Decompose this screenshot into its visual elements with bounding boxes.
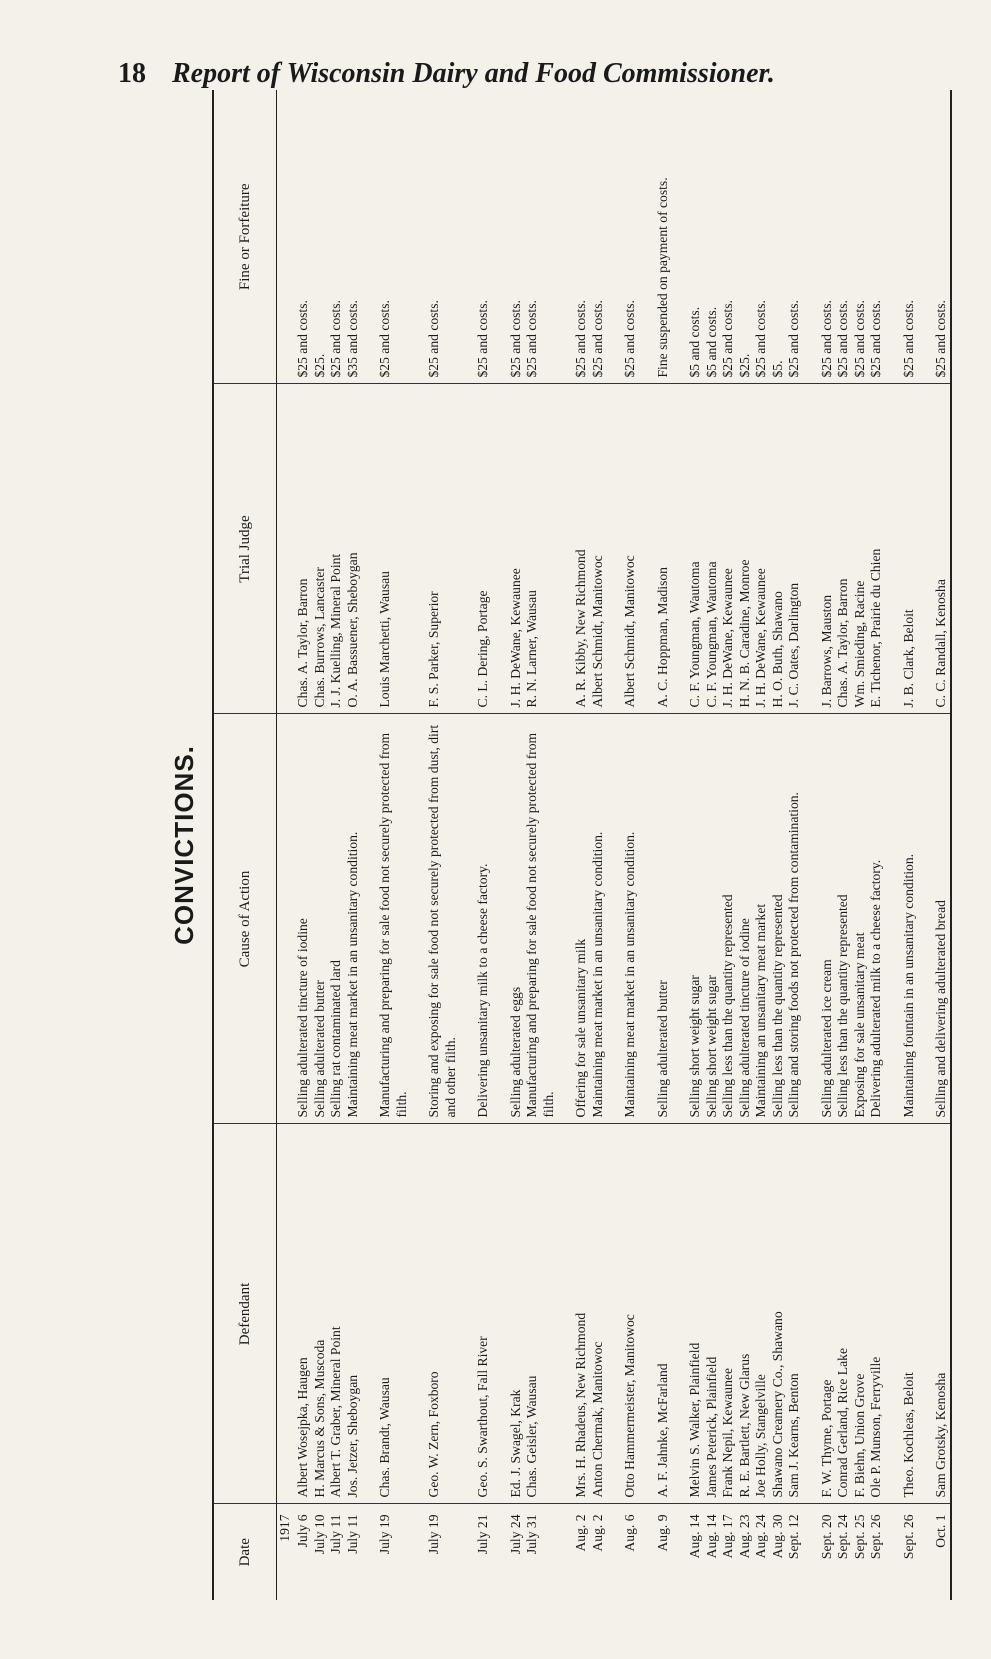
- cell-fine: $25 and costs.: [835, 90, 852, 384]
- table-row: [345, 90, 362, 1600]
- table-row: [377, 90, 410, 1600]
- cell-cause: Selling adulterated tincture of iodine: [295, 714, 312, 1124]
- cell-fine: $25.: [312, 90, 329, 384]
- cell-date: July 19: [377, 1514, 392, 1555]
- cell-cause: Selling short weight sugar: [704, 714, 721, 1124]
- cell-fine: $25.: [737, 90, 754, 384]
- cell-date: July 19: [426, 1514, 441, 1555]
- table-row: [622, 90, 639, 1600]
- cell-fine: $25 and costs.: [328, 90, 345, 384]
- table-row: [933, 90, 951, 1600]
- cell-defendant: Shawano Creamery Co., Shawano: [770, 1124, 787, 1504]
- cell-fine: $25 and costs.: [868, 90, 885, 384]
- cell-date: Aug. 24: [753, 1514, 768, 1559]
- cell-defendant: Theo. Kochleas, Beloit: [901, 1124, 918, 1504]
- cell-defendant: Geo. S. Swarthout, Fall River: [475, 1124, 492, 1504]
- cell-fine: $25 and costs.: [590, 90, 607, 384]
- table-row: [704, 90, 721, 1600]
- cell-defendant: F. Biehn, Union Grove: [852, 1124, 869, 1504]
- cell-cause: Selling short weight sugar: [687, 714, 704, 1124]
- cell-date: Aug. 6: [622, 1514, 637, 1552]
- cell-defendant: Albert T. Graber, Mineral Point: [328, 1124, 345, 1504]
- table-row: [852, 90, 869, 1600]
- group-spacer: [361, 90, 377, 1600]
- cell-date: Sept. 24: [835, 1514, 850, 1560]
- table-row: [295, 90, 312, 1600]
- group-spacer: [671, 90, 687, 1600]
- cell-judge: Chas. Burrows, Lancaster: [312, 384, 329, 714]
- cell-fine: $25 and costs.: [377, 90, 410, 384]
- table-row: [508, 90, 525, 1600]
- cell-judge: C. C. Randall, Kenosha: [933, 384, 951, 714]
- cell-fine: $25 and costs.: [720, 90, 737, 384]
- cell-judge: C. F. Youngman, Wautoma: [704, 384, 721, 714]
- table-row: [590, 90, 607, 1600]
- cell-defendant: Conrad Gerland, Rice Lake: [835, 1124, 852, 1504]
- cell-judge: J. B. Clark, Beloit: [901, 384, 918, 714]
- cell-fine: $25 and costs.: [852, 90, 869, 384]
- cell-judge: Albert Schmidt, Manitowoc: [622, 384, 639, 714]
- running-title: Report of Wisconsin Dairy and Food Commissioner.: [172, 58, 775, 89]
- cell-defendant: Geo. W. Zern, Foxboro: [426, 1124, 459, 1504]
- cell-cause: Selling adulterated ice cream: [819, 714, 836, 1124]
- cell-date: Sept. 26: [868, 1514, 883, 1560]
- column-header-fine: Fine or Forfeiture: [213, 90, 277, 384]
- cell-cause: Maintaining meat market in an unsanitary condition.: [345, 714, 362, 1124]
- group-spacer: [917, 90, 933, 1600]
- table-row: [770, 90, 787, 1600]
- table-body: [277, 90, 951, 1600]
- cell-date: Oct. 1: [933, 1514, 948, 1548]
- table-row: [720, 90, 737, 1600]
- cell-defendant: Mrs. H. Rhadeus, New Richmond: [573, 1124, 590, 1504]
- table-row: [475, 90, 492, 1600]
- cell-defendant: Melvin S. Walker, Plainfield: [687, 1124, 704, 1504]
- year-row: [277, 90, 296, 1600]
- table-row: [573, 90, 590, 1600]
- cell-cause: Selling and storing foods not protected from contamination.: [786, 714, 803, 1124]
- cell-cause: Selling less than the quantity represented: [835, 714, 852, 1124]
- cell-defendant: Joe Holly, Stangelville: [753, 1124, 770, 1504]
- table-row: [426, 90, 459, 1600]
- column-header-cause: Cause of Action: [213, 714, 277, 1124]
- group-spacer: [492, 90, 508, 1600]
- cell-fine: $25 and costs.: [524, 90, 557, 384]
- cell-date: Aug. 9: [654, 1514, 670, 1552]
- cell-date: Sept. 26: [900, 1514, 916, 1560]
- table-row: [868, 90, 885, 1600]
- cell-defendant: Chas. Geisler, Wausau: [524, 1124, 557, 1504]
- cell-cause: Maintaining meat market in an unsanitary condition.: [622, 714, 639, 1124]
- rotated-table-region: [160, 90, 960, 1600]
- cell-fine: $5 and costs.: [704, 90, 721, 384]
- cell-judge: Albert Schmidt, Manitowoc: [590, 384, 607, 714]
- cell-cause: Selling less than the quantity represented: [720, 714, 737, 1124]
- cell-fine: $25 and costs.: [573, 90, 590, 384]
- cell-defendant: Otto Hammermeister, Manitowoc: [622, 1124, 639, 1504]
- cell-defendant: Albert Wosejpka, Haugen: [295, 1124, 312, 1504]
- column-header-judge: Trial Judge: [213, 384, 277, 714]
- cell-judge: Louis Marchetti, Wausau: [377, 384, 410, 714]
- cell-judge: Wm. Smieding, Racine: [852, 384, 869, 714]
- cell-cause: Maintaining fountain in an unsanitary condition.: [901, 714, 918, 1124]
- cell-defendant: James Peterick, Plainfield: [704, 1124, 721, 1504]
- cell-fine: $25 and costs.: [819, 90, 836, 384]
- cell-defendant: Sam J. Kearns, Benton: [786, 1124, 803, 1504]
- cell-cause: Storing and exposing for sale food not securely protected from dust, dirt and other filth.: [426, 714, 459, 1124]
- group-spacer: [885, 90, 901, 1600]
- cell-cause: Manufacturing and preparing for sale food not securely protected from filth.: [524, 714, 557, 1124]
- cell-cause: Manufacturing and preparing for sale food not securely protected from filth.: [377, 714, 410, 1124]
- cell-date: Aug. 2: [589, 1514, 605, 1552]
- table-row: [753, 90, 770, 1600]
- cell-judge: E. Tichenor, Prairie du Chien: [868, 384, 885, 714]
- cell-fine: $25 and costs.: [475, 90, 492, 384]
- cell-judge: J. Barrows, Mauston: [819, 384, 836, 714]
- table-row: [687, 90, 704, 1600]
- cell-judge: O. A. Bassuener, Sheboygan: [345, 384, 362, 714]
- cell-defendant: Anton Chermak, Manitowoc: [590, 1124, 607, 1504]
- cell-defendant: Ole P. Munson, Ferryville: [868, 1124, 885, 1504]
- table-row: [328, 90, 345, 1600]
- cell-judge: J. H. DeWane, Kewaunee: [720, 384, 737, 714]
- cell-defendant: Chas. Brandt, Wausau: [377, 1124, 410, 1504]
- cell-date: Aug. 14: [687, 1514, 702, 1559]
- cell-cause: Maintaining an unsanitary meat market: [753, 714, 770, 1124]
- cell-judge: F. S. Parker, Superior: [426, 384, 459, 714]
- table-row: [655, 90, 672, 1600]
- cell-judge: H. N. B. Caradine, Monroe: [737, 384, 754, 714]
- cell-defendant: H. Marcus & Sons, Muscoda: [312, 1124, 329, 1504]
- cell-fine: $25 and costs.: [622, 90, 639, 384]
- table-row: [737, 90, 754, 1600]
- cell-date: July 24: [507, 1514, 523, 1555]
- cell-cause: Delivering adulterated milk to a cheese factory.: [868, 714, 885, 1124]
- group-spacer: [557, 90, 573, 1600]
- cell-defendant: Ed. J. Swagel, Krak: [508, 1124, 525, 1504]
- group-spacer: [606, 90, 622, 1600]
- cell-defendant: F. W. Thyme, Portage: [819, 1124, 836, 1504]
- cell-date: Aug. 2: [573, 1514, 588, 1552]
- cell-cause: Offering for sale unsanitary milk: [573, 714, 590, 1124]
- cell-date: July 21: [475, 1514, 490, 1555]
- cell-fine: $5.: [770, 90, 787, 384]
- cell-cause: Delivering unsanitary milk to a cheese factory.: [475, 714, 492, 1124]
- cell-cause: Selling and delivering adulterated bread: [933, 714, 951, 1124]
- cell-judge: J. J. Kuelling, Mineral Point: [328, 384, 345, 714]
- cell-date: July 6: [295, 1514, 310, 1548]
- cell-date: Aug. 30: [769, 1514, 785, 1559]
- cell-date: July 31: [524, 1514, 539, 1555]
- cell-date: Aug. 23: [736, 1514, 752, 1559]
- table-row: [786, 90, 803, 1600]
- cell-date: July 11: [344, 1514, 360, 1554]
- cell-judge: C. L. Dering, Portage: [475, 384, 492, 714]
- cell-date: July 11: [328, 1514, 343, 1554]
- cell-fine: $25 and costs.: [426, 90, 459, 384]
- table-title: CONVICTIONS.: [169, 745, 199, 945]
- cell-cause: Exposing for sale unsanitary meat: [852, 714, 869, 1124]
- cell-date: Sept. 20: [818, 1514, 834, 1560]
- cell-defendant: R. E. Bartlett, New Glarus: [737, 1124, 754, 1504]
- table-row: [312, 90, 329, 1600]
- cell-judge: R. N. Larner, Wausau: [524, 384, 557, 714]
- cell-judge: A. R. Kibby, New Richmond: [573, 384, 590, 714]
- cell-fine: $25 and costs.: [508, 90, 525, 384]
- cell-judge: J. C. Oates, Darlington: [786, 384, 803, 714]
- cell-judge: Chas. A. Taylor, Barron: [295, 384, 312, 714]
- table-row: [819, 90, 836, 1600]
- cell-fine: $35 and costs.: [345, 90, 362, 384]
- cell-cause: Selling adulterated tincture of iodine: [737, 714, 754, 1124]
- convictions-table: [212, 90, 956, 1600]
- cell-cause: Maintaining meat market in an unsanitary condition.: [590, 714, 607, 1124]
- group-spacer: [639, 90, 655, 1600]
- cell-fine: $25 and costs.: [786, 90, 803, 384]
- cell-cause: Selling adulterated butter: [655, 714, 672, 1124]
- column-header-defendant: Defendant: [213, 1124, 277, 1504]
- cell-fine: $25 and costs.: [753, 90, 770, 384]
- cell-date: Aug. 14: [703, 1514, 719, 1559]
- cell-defendant: Frank Nepil, Kewaunee: [720, 1124, 737, 1504]
- group-spacer: [803, 90, 819, 1600]
- cell-fine: $25 and costs.: [933, 90, 951, 384]
- cell-cause: Selling less than the quantity represented: [770, 714, 787, 1124]
- table-header: [213, 90, 277, 1600]
- year-label: 1917: [277, 1514, 292, 1542]
- page-number: 18: [118, 58, 146, 89]
- cell-fine: $25 and costs.: [295, 90, 312, 384]
- group-spacer: [459, 90, 475, 1600]
- cell-date: July 10: [311, 1514, 327, 1555]
- cell-judge: A. C. Hoppman, Madison: [655, 384, 672, 714]
- cell-judge: H. O. Buth, Shawano: [770, 384, 787, 714]
- cell-judge: Chas. A. Taylor, Barron: [835, 384, 852, 714]
- cell-judge: C. F. Youngman, Wautoma: [687, 384, 704, 714]
- cell-date: Aug. 17: [720, 1514, 735, 1559]
- cell-fine: $5 and costs.: [687, 90, 704, 384]
- table-row: [524, 90, 557, 1600]
- cell-cause: Selling rat contaminated lard: [328, 714, 345, 1124]
- cell-date: Sept. 12: [786, 1514, 801, 1560]
- table-row: [835, 90, 852, 1600]
- cell-fine: Fine suspended on payment of costs.: [655, 90, 672, 384]
- cell-cause: Selling adulterated eggs: [508, 714, 525, 1124]
- group-spacer: [410, 90, 426, 1600]
- cell-judge: J. H. DeWane, Kewaunee: [508, 384, 525, 714]
- cell-defendant: A. F. Jahnke, McFarland: [655, 1124, 672, 1504]
- cell-judge: J. H. DeWane, Kewaunee: [753, 384, 770, 714]
- cell-cause: Selling adulterated butter: [312, 714, 329, 1124]
- cell-fine: $25 and costs.: [901, 90, 918, 384]
- cell-defendant: Sam Grotsky, Kenosha: [933, 1124, 951, 1504]
- cell-date: Sept. 25: [851, 1514, 867, 1560]
- column-header-date: Date: [213, 1504, 277, 1600]
- table-row: [901, 90, 918, 1600]
- cell-defendant: Jos. Jetzer, Sheboygan: [345, 1124, 362, 1504]
